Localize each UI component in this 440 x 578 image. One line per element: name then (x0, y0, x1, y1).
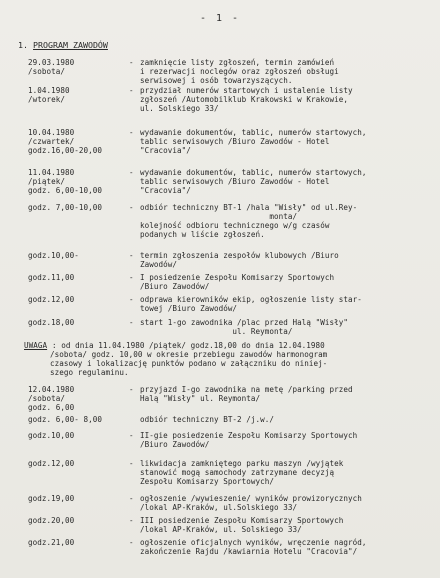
entry-date: godz. 6,00- 8,00 (28, 415, 102, 424)
uwaga-text: czasowy i lokalizację punktów podano w załączniku do niniej- (50, 359, 328, 368)
entry-description: III posiedzenie Zespołu Komisarzy Sportowych (140, 516, 344, 525)
entry-description: ul. Reymonta/ (140, 327, 293, 336)
section-number: 1. (18, 40, 28, 50)
entry-dash: - (129, 273, 134, 282)
entry-description: kolejność odbioru technicznego w/g czasów (140, 221, 330, 230)
entry-description: odbiór techniczny BT-2 /j.w./ (140, 415, 275, 424)
entry-description: odbiór techniczny BT-1 /hala "Wisły" od ul.Rey- (140, 203, 358, 212)
entry-description: II-gie posiedzenie Zespołu Komisarzy Sportowych (140, 431, 358, 440)
entry-date: godz.21,00 (28, 538, 75, 547)
entry-date: godz.12,00 (28, 459, 75, 468)
entry-description: ul. Solskiego 33/ (140, 104, 219, 113)
entry-dash: - (129, 318, 134, 327)
entry-date: godz.20,00 (28, 516, 75, 525)
entry-dash: - (129, 494, 134, 503)
entry-date: /piątek/ (28, 177, 65, 186)
entry-description: Zespołu Komisarzy Sportowych/ (140, 477, 275, 486)
entry-description: zakończenie Rajdu /kawiarnia Hotelu "Cracovia"/ (140, 547, 358, 556)
entry-description: /Biuro Zawodów/ (140, 282, 210, 291)
entry-description: przyjazd I-go zawodnika na metę /parking przed (140, 385, 353, 394)
entry-dash: - (129, 168, 134, 177)
entry-description: wydawanie dokumentów, tablic, numerów startowych, (140, 168, 367, 177)
section-title: PROGRAM ZAWODÓW (33, 40, 108, 50)
entry-dash: - (129, 295, 134, 304)
entry-date: godz.12,00 (28, 295, 75, 304)
entry-date: godz.10,00 (28, 431, 75, 440)
section-heading (18, 40, 108, 50)
entry-date: /sobota/ (28, 394, 65, 403)
entry-date: godz. 6,00 (28, 403, 75, 412)
entry-description: podanych w liście zgłoszeń. (140, 230, 265, 239)
entry-date: 29.03.1980 (28, 58, 75, 67)
entry-date: /wtorek/ (28, 95, 65, 104)
entry-date: /sobota/ (28, 67, 65, 76)
entry-dash: - (129, 516, 134, 525)
entry-dash: - (129, 203, 134, 212)
uwaga-text: szego regulaminu. (50, 368, 129, 377)
entry-description: zamknięcie listy zgłoszeń, termin zamówień (140, 58, 335, 67)
entry-description: tablic serwisowych /Biuro Zawodów - Hotel (140, 177, 330, 186)
page-number: - 1 - (199, 13, 241, 24)
entry-date: godz. 6,00-10,00 (28, 186, 102, 195)
entry-description: likwidacja zamkniętego parku maszyn /wyjątek (140, 459, 344, 468)
entry-description: i rezerwacji noclegów oraz zgłoszeń obsługi (140, 67, 339, 76)
entry-date: godz.18,00 (28, 318, 75, 327)
entry-description: Zawodów/ (140, 260, 177, 269)
entry-description: "Cracovia"/ (140, 186, 191, 195)
entry-description: termin zgłoszenia zespołów klubowych /Biuro (140, 251, 339, 260)
entry-description: /lokal AP-Kraków, ul. Solskiego 33/ (140, 525, 302, 534)
entry-description: odprawa kierowników ekip, ogłoszenie listy star- (140, 295, 362, 304)
entry-description: Halą "Wisły" ul. Reymonta/ (140, 394, 261, 403)
entry-description: towej /Biuro Zawodów/ (140, 304, 238, 313)
entry-description: I posiedzenie Zespołu Komisarzy Sportowych (140, 273, 335, 282)
entry-dash: - (129, 385, 134, 394)
entry-description: wydawanie dokumentów, tablic, numerów startowych, (140, 128, 367, 137)
uwaga-text: : od dnia 11.04.1980 /piątek/ godz.18,00 do dnia 12.04.1980 (52, 341, 325, 350)
entry-description: start 1-go zawodnika /plac przed Halą "Wisły" (140, 318, 348, 327)
entry-date: godz.19,00 (28, 494, 75, 503)
entry-description: monta/ (140, 212, 298, 221)
entry-description: /lokal AP-Kraków, ul.Solskiego 33/ (140, 503, 298, 512)
entry-date: godz.16,00-20,00 (28, 146, 102, 155)
entry-dash: - (129, 86, 134, 95)
entry-dash: - (129, 58, 134, 67)
entry-date: godz. 7,00-10,00 (28, 203, 102, 212)
entry-date: godz.10,00- (28, 251, 79, 260)
entry-description: "Cracovia"/ (140, 146, 191, 155)
entry-description: ogłoszenie oficjalnych wyników, wręczenie nagród, (140, 538, 367, 547)
entry-description: zgłoszeń /Automobilklub Krakowski w Krakowie, (140, 95, 348, 104)
entry-date: 10.04.1980 (28, 128, 75, 137)
entry-date: 12.04.1980 (28, 385, 75, 394)
entry-description: tablic serwisowych /Biuro Zawodów - Hotel (140, 137, 330, 146)
entry-date: /czwartek/ (28, 137, 75, 146)
uwaga-text: /sobota/ godz. 10,00 w okresie przebiegu zawodów harmonogram (50, 350, 328, 359)
entry-date: 1.04.1980 (28, 86, 70, 95)
entry-dash: - (129, 538, 134, 547)
entry-dash: - (129, 251, 134, 260)
entry-description: serwisowej i osób towarzyszących. (140, 76, 293, 85)
entry-dash: - (129, 431, 134, 440)
entry-date: 11.04.1980 (28, 168, 75, 177)
entry-description: przydział numerów startowych i ustalenie listy (140, 86, 353, 95)
entry-dash: - (129, 128, 134, 137)
entry-date: godz.11,00 (28, 273, 75, 282)
entry-description: /Biuro Zawodów/ (140, 440, 210, 449)
entry-dash: - (129, 459, 134, 468)
entry-description: ogłoszenie /wywieszenie/ wyników prowizorycznych (140, 494, 362, 503)
entry-description: stanowić mogą samochody zatrzymane decyzją (140, 468, 335, 477)
uwaga-label: UWAGA (24, 341, 48, 350)
